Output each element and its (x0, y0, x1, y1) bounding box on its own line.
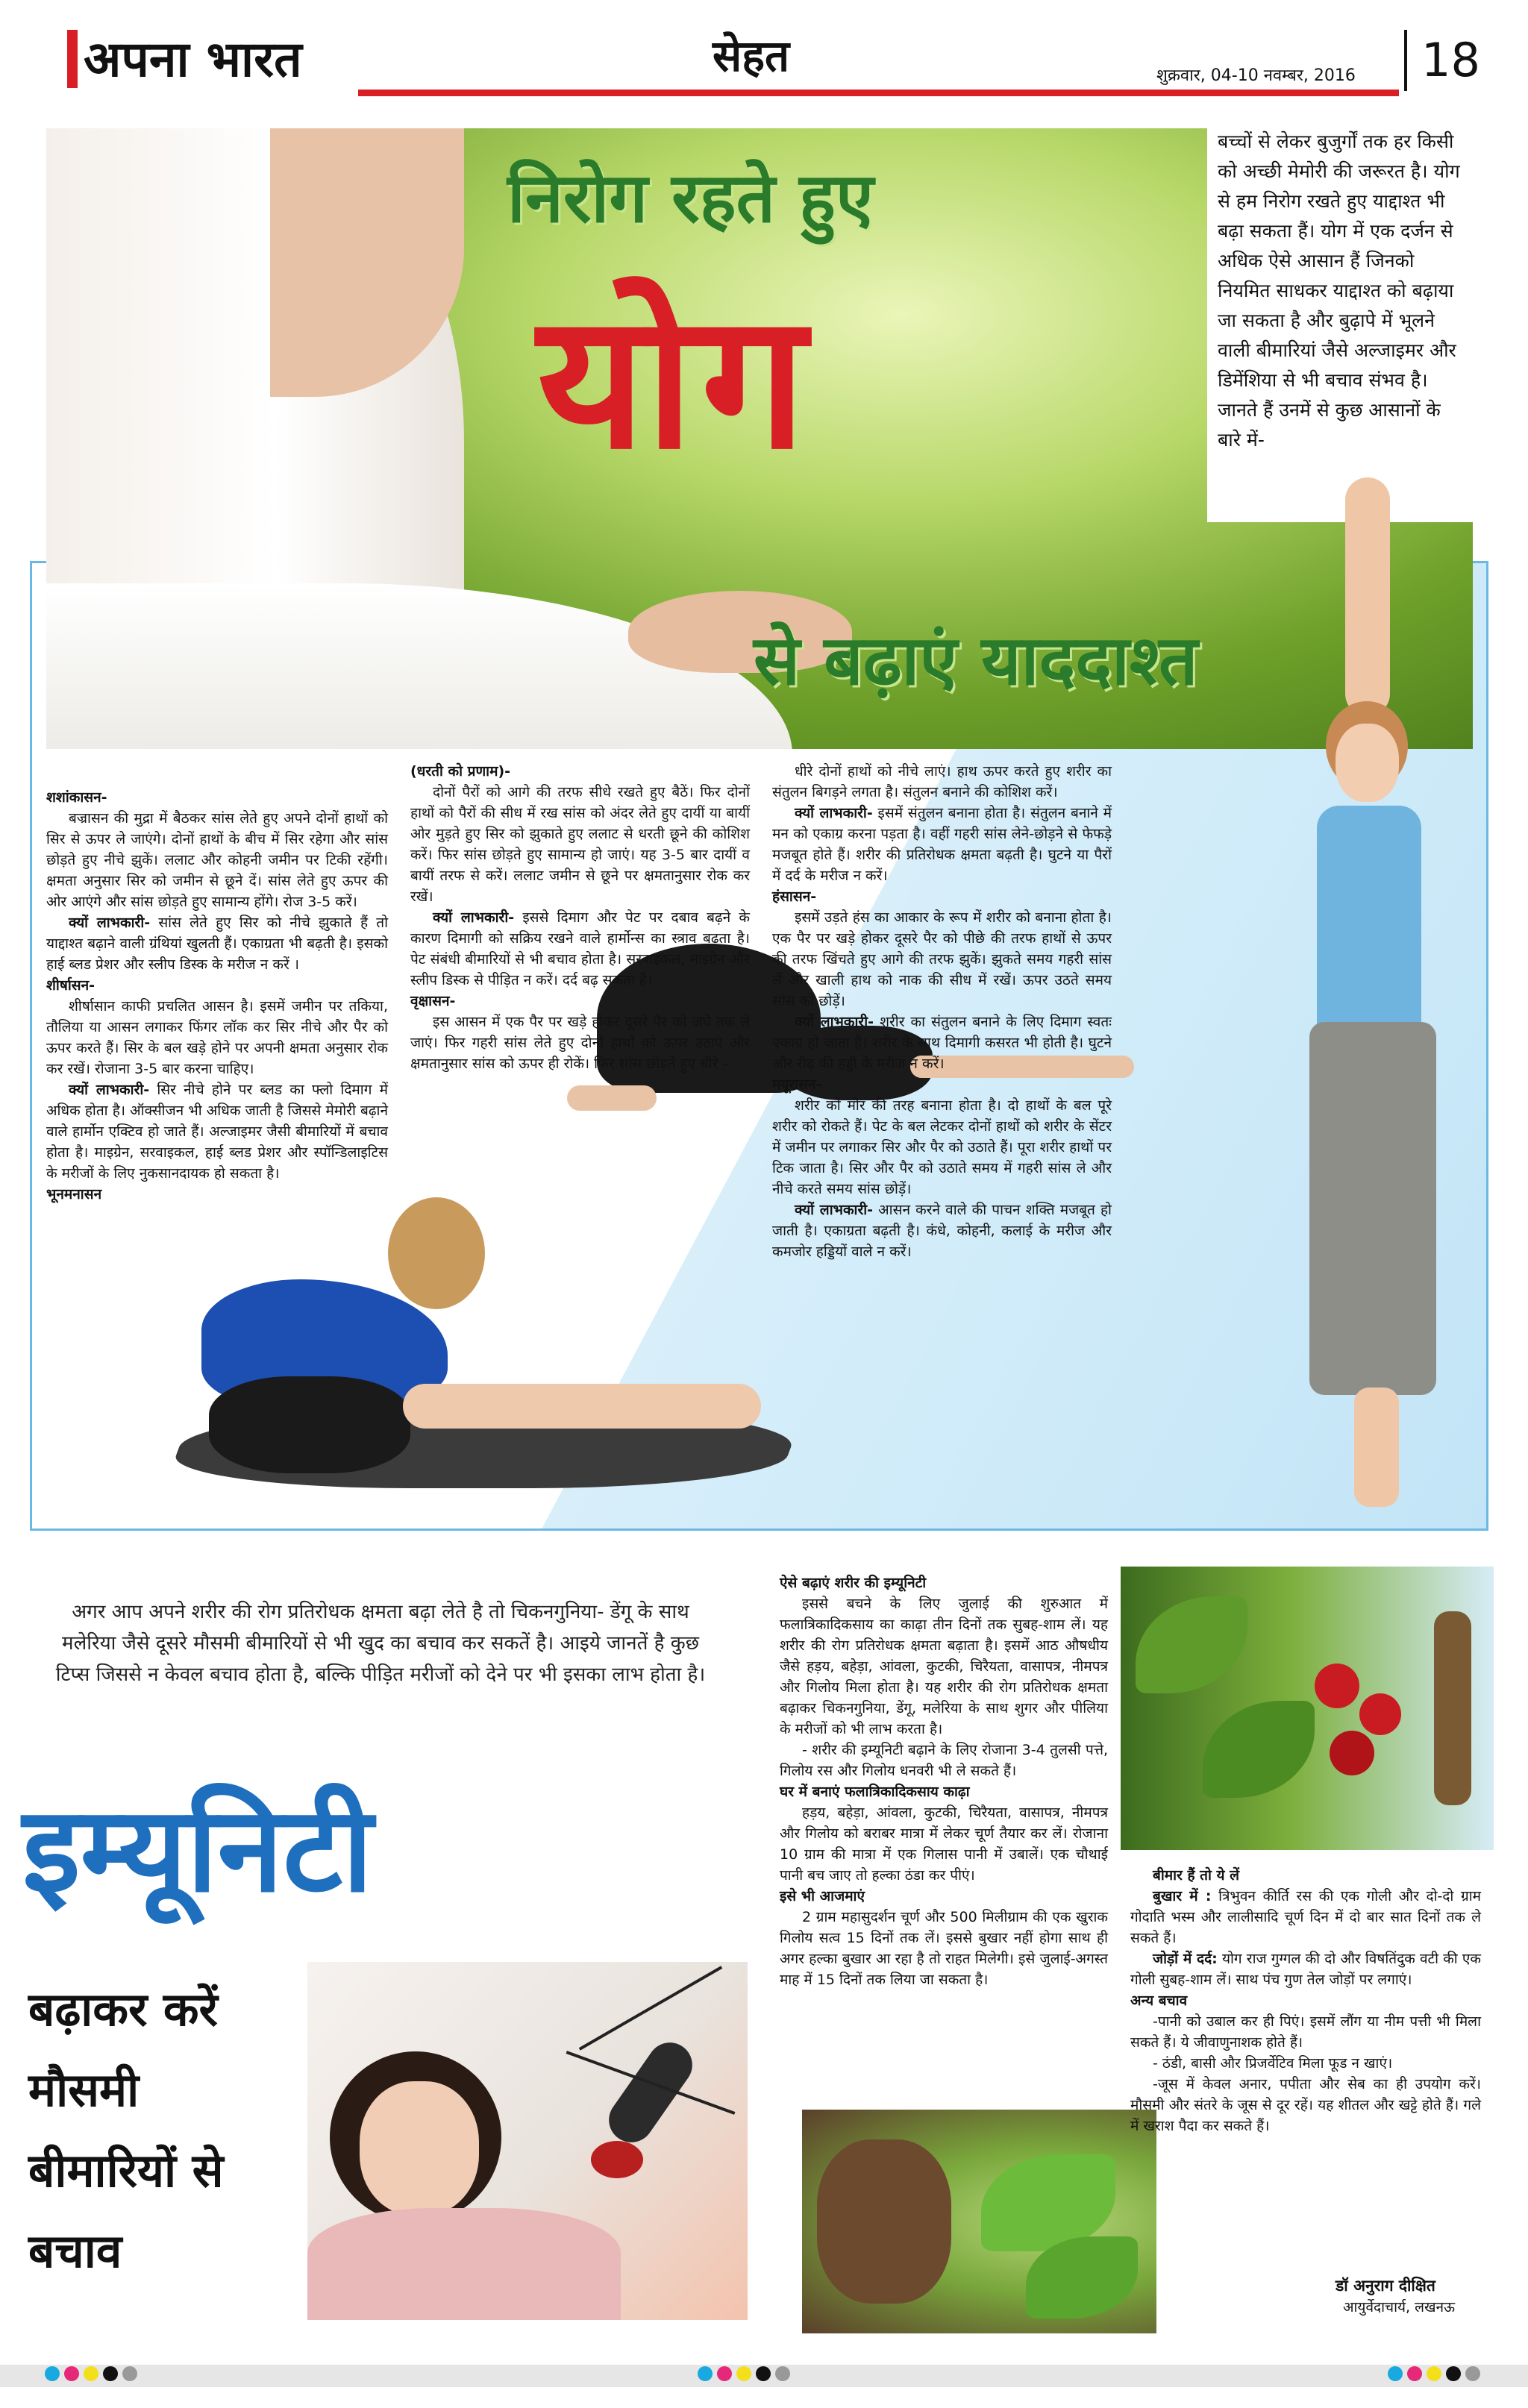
paragraph-text: इससे बचने के लिए जुलाई की शुरुआत में फलात्रिकादिकसाय का काढ़ा तीन दिनों तक सुबह-शाम लें। यह शरीर की रोग प्रतिरोधक क्षमता बढ़ाता है। इसमें आठ औषधीय जैसे हड़य, बहेड़ा, आंवला, कुटकी, चिरैयता, वासापत्र, नीमपत्र और गिलोय मिला होता है। यह शरीर की रोग प्रतिरोधक क्षमता बढ़ाकर चिकनगुनिया, डेंगू, मलेरिया के साथ शुगर और पीलिया के मरीजों को भी लाभ करता है। (780, 1596, 1108, 1737)
immunity-col-2 (1130, 1865, 1481, 2136)
paragraph-text: - शरीर की इम्यूनिटी बढ़ाने के लिए रोजाना 3-4 तुलसी पत्ते, गिलोय रस और गिलोय धनवरी भी ले सकते हैं। (780, 1742, 1108, 1779)
paragraph (772, 1200, 1112, 1262)
paragraph-text: शीर्षासान काफी प्रचलित आसन है। इसमें जमीन पर तकिया, तौलिया या आसन लगाकर फिंगर लॉक कर सिर नीचे और पैर को ऊपर करते हैं। सिर के बल खड़े होने पर अपनी क्षमता अनुसार रोक कर रखें। रोजाना 3-5 बार करना चाहिए। (46, 998, 388, 1077)
paper-name: अपना भारत (84, 30, 302, 88)
sick-woman-photo (307, 1962, 748, 2320)
tulsi-plant-photo (802, 2110, 1156, 2333)
paragraph (1130, 1948, 1481, 1990)
section-heading: (धरती को प्रणाम)- (410, 763, 511, 780)
section-heading: घर में बनाएं फलात्रिकादिकसाय काढ़ा (780, 1784, 970, 1800)
paper-logo (67, 30, 388, 88)
yoga-headline-bottom: से बढ़ाएं याददाश्त (754, 620, 1198, 700)
paragraph-label: क्यों लाभकारी- (795, 805, 873, 821)
paragraph (780, 1593, 1108, 1740)
paragraph-label: बीमार हैं तो ये लें (1153, 1867, 1240, 1884)
giloy-plant-photo (1121, 1567, 1494, 1850)
masthead-rule (358, 90, 1399, 96)
yoga-col-2 (410, 761, 750, 1074)
paragraph (46, 808, 388, 912)
section-heading: वृक्षासन- (410, 993, 456, 1009)
paragraph-text: 2 ग्राम महासुदर्शन चूर्ण और 500 मिलीग्राम की एक खुराक गिलोय सत्व 15 दिनों तक लें। इससे बुखार नहीं होगा साथ ही अगर हल्का बुखार आ रहा है तो राहत मिलेगी। इसे जुलाई-अगस्त माह में 15 दिनों तक लिया जा सकता है। (780, 1909, 1108, 1988)
immunity-headline: इम्यूनिटी (22, 1781, 373, 1919)
paragraph (46, 996, 388, 1079)
section-heading: ऐसे बढ़ाएं शरीर की इम्यूनिटी (780, 1575, 927, 1591)
paragraph-text: इस आसन में एक पैर पर खड़े होकर दूसरे पैर को जंघे तक ले जाएं। फिर गहरी सांस लेते हुए दोनों हाथों को ऊपर उठाएं और क्षमतानुसार सांस को ऊपर ही रोकें। फिर सांस छोड़ते हुए धीरे - (410, 1014, 750, 1072)
color-registration-left (45, 2366, 142, 2384)
paragraph (1130, 2011, 1481, 2053)
paragraph-text: आसन करने वाले की पाचन शक्ति मजबूत हो जाती है। एकाग्रता बढ़ती है। कंधे, कोहनी, कलाई के मरीज और कमजोर हड्डियों वाले न करें। (772, 1202, 1112, 1260)
color-registration-center (698, 2366, 795, 2384)
immunity-col-1 (780, 1573, 1108, 1990)
paragraph-text: दोनों पैरों को आगे की तरफ सीधे रखते हुए बैठें। फिर दोनों हाथों को पैरों की सीध में रख सांस को अंदर लेते हुए दायीं या बायीं ओर मुड़ते हुए सिर को झुकाते हुए ललाट से धरती छूने की कोशिश करें। फिर सांस छोड़ते हुए सामान्य हो जाएं। यह 3-5 बार दायीं व बायीं तरफ से करें। ललाट जमीन से छूने पर क्षमतानुसार रोक कर रखें। (410, 784, 750, 905)
mosquito-illustration (561, 1992, 740, 2201)
immunity-subhead-line: मौसमी (28, 2063, 140, 2117)
paragraph-text: बज्रासन की मुद्रा में बैठकर सांस लेते हुए अपने दोनों हाथों को सिर से ऊपर ले जाएंगे। दोनों हाथों के बीच में सिर रहेगा और सांस छोड़ते हुए नीचे झुकें। ललाट और कोहनी जमीन पर टिकी रहेंगी। क्षमता अनुसार सिर को जमीन से छूने दें। सांस लेते हुए ऊपर की ओर आएंगे और सांस छोड़ते हुए सामान्य होंगे। रोज 3-5 करें। (46, 810, 388, 910)
paragraph (772, 907, 1112, 1012)
paragraph-text: योग राज गुग्गल की दो और विषतिंदुक वटी की एक गोली सुबह-शाम लें। साथ पंच गुण तेल जोड़ों पर लगाएं। (1130, 1951, 1481, 1988)
byline-title: आयुर्वेदाचार्य, लखनऊ (1343, 2299, 1455, 2315)
paragraph-label: जोड़ों में दर्द: (1153, 1951, 1218, 1967)
forward-bend-figure (179, 1160, 791, 1488)
section-heading: मयूरासन- (772, 1076, 822, 1093)
immunity-subhead-line: बढ़ाकर करें (28, 1982, 218, 2037)
paragraph-text: सांस लेते हुए सिर को नीचे झुकाते हैं तो याद्दाश्त बढ़ाने वाली ग्रंथियां खुलती हैं। एकाग्रता भी बढ़ती है। इसको हाई ब्लड प्रेशर और स्लीप डिस्क के मरीज न करें । (46, 915, 388, 973)
paragraph (780, 1907, 1108, 1990)
yoga-headline-main: योग (537, 271, 814, 490)
paragraph (1130, 2074, 1481, 2136)
section-heading: शीर्षासन- (46, 977, 96, 994)
paragraph-text: - ठंडी, बासी और प्रिजर्वेटिव मिला फूड न खाएं। (1153, 2055, 1393, 2072)
section-title: सेहत (713, 31, 790, 81)
paragraph (46, 912, 388, 975)
masthead (45, 22, 1492, 104)
paragraph-text: शरीर का संतुलन बनाने के लिए दिमाग स्वतः एकाग्र हो जाता है। शरीर के साथ दिमागी कसरत भी होती है। घुटने और रीढ़ की हड्डी के मरीज न करें। (772, 1014, 1112, 1072)
paragraph (410, 907, 750, 991)
paragraph-text: हड़य, बहेड़ा, आंवला, कुटकी, चिरैयता, वासापत्र, नीमपत्र और गिलोय को बराबर मात्रा में लेकर चूर्ण तैयार कर लें। रोजाना 10 ग्राम की मात्रा में एक गिलास पानी में उबालें। एक चौथाई पानी बच जाए तो हल्का ठंडा कर पीएं। (780, 1805, 1108, 1884)
section-heading: शशांकासन- (46, 789, 107, 806)
paragraph-text: त्रिभुवन कीर्ति रस की एक गोली और दो-दो ग्राम गोदाति भस्म और लालीसादि चूर्ण दिन में दो बार सात दिनों तक ले सकते हैं। (1130, 1888, 1481, 1946)
page-number: 18 (1421, 33, 1480, 87)
immunity-intro: अगर आप अपने शरीर की रोग प्रतिरोधक क्षमता बढ़ा लेते है तो चिकनगुनिया- डेंगू के साथ मलेरिया जैसे दूसरे मौसमी बीमारियों से भी खुद का बचाव कर सकतें है। आइये जानतें है कुछ टिप्स जिससे न केवल बचाव होता है, बल्कि पीड़ित मरीजों को देने पर भी इसका लाभ होता है। (55, 1601, 706, 1686)
paragraph (1130, 1886, 1481, 1948)
paragraph (780, 1802, 1108, 1886)
paragraph-text: सिर नीचे होने पर ब्लड का फ्लो दिमाग में अधिक होता है। ऑक्सीजन भी अधिक जाती है जिससे मेमोरी बढ़ाने वाले हार्मोन एक्टिव हो जाते हैं। अल्जाइमर जैसी बीमारियों में बचाव होता है। माइग्रेन, सरवाइकल, हाई ब्लड प्रेशर और स्पॉन्डिलाइटिस के मरीजों के लिए नुकसानदायक हो सकता है। (46, 1082, 388, 1182)
paragraph (772, 1012, 1112, 1074)
paragraph (410, 1012, 750, 1074)
paragraph (410, 782, 750, 907)
paragraph (772, 803, 1112, 886)
immunity-subhead-line: बीमारियों से (28, 2143, 224, 2198)
paragraph-text: इससे दिमाग और पेट पर दबाव बढ़ने के कारण दिमागी को सक्रिय रखने वाले हार्मोन्स का स्त्राव बढ़ता है। पेट संबंधी बीमारियों से भी बचाव होता है। सरवाइकल, माइग्रेन और स्लीप डिस्क से पीड़ित न करें। दर्द बढ़ सकता है। (410, 909, 750, 988)
byline-name: डॉ अनुराग दीक्षित (1336, 2277, 1435, 2295)
paragraph (1130, 1865, 1481, 1886)
yoga-col-3 (772, 761, 1112, 1262)
section-heading: हंसासन- (772, 888, 817, 905)
immunity-subhead-line: बचाव (28, 2224, 122, 2278)
paragraph-text: धीरे दोनों हाथों को नीचे लाएं। हाथ ऊपर करते हुए शरीर का संतुलन बिगड़ने लगता है। संतुलन बनाने की कोशिश करें। (772, 763, 1112, 800)
yoga-intro: बच्चों से लेकर बुजुर्गों तक हर किसी को अच्छी मेमोरी की जरूरत है। योग से हम निरोग रखते हुए याद्दाश्त भी बढ़ा सकता हैं। योग में एक दर्जन से अधिक ऐसे आसान हैं जिनको नियमित साधकर याद्दाश्त को बढ़ाया जा सकता है और बुढ़ापे में भूलने वाली बीमारियां जैसे अल्जाइमर और डिमेंशिया से भी बचाव संभव है। जानते हैं उनमें से कुछ आसानों के बारे में- (1218, 131, 1460, 451)
paragraph (772, 761, 1112, 803)
paragraph-label: क्यों लाभकारी- (69, 915, 151, 931)
yoga-intro-box (1207, 119, 1476, 522)
paragraph-label: क्यों लाभकारी- (433, 909, 515, 926)
paragraph-label: बुखार में : (1153, 1888, 1212, 1904)
yoga-headline-top: निरोग रहते हुए (507, 157, 874, 238)
paragraph-text: -जूस में केवल अनार, पपीता और सेब का ही उपयोग करें। मौसमी और संतरे के जूस से दूर रहें। यह शीतल और खट्टे होते हैं। गले में खराश पैदा कर सकते हैं। (1130, 2076, 1481, 2134)
yoga-col-1 (46, 787, 388, 1205)
paragraph (46, 1079, 388, 1184)
section-heading: अन्य बचाव (1130, 1992, 1188, 2009)
paragraph-text: शरीर को मोर की तरह बनाना होता है। दो हाथों के बल पूरे शरीर को रोकते हैं। पेट के बल लेटकर दोनों हाथों को शरीर के सेंटर में जमीन पर लगाकर सिर और पैर को उठाते हैं। पूरा शरीर हाथों पर टिक जाता है। सिर और पैर को उठाते समय में गहरी सांस ले और नीचे करते समय सांस छोड़ें। (772, 1097, 1112, 1197)
color-registration-right (1388, 2366, 1485, 2384)
section-heading: इसे भी आजमाएं (780, 1888, 865, 1904)
immunity-subhead (28, 1969, 297, 2292)
paragraph-label: क्यों लाभकारी- (69, 1082, 150, 1098)
tree-pose-figure (1265, 477, 1488, 1522)
paragraph (780, 1740, 1108, 1781)
paragraph-text: -पानी को उबाल कर ही पिएं। इसमें लौंग या नीम पत्ती भी मिला सकते हैं। ये जीवाणुनाशक होते हैं। (1130, 2013, 1481, 2051)
paragraph-text: इसमें उड़ते हंस का आकार के रूप में शरीर को बनाना होता है। एक पैर पर खड़े होकर दूसरे पैर को पीछे की तरफ हाथों से ऊपर की तरफ खिंचते हुए आगे की तरफ झुकें। झुकते समय गहरी सांस लें और खाली हाथ को नाक की सीध में रखें। ऊपर उठते समय सांस को छोड़ें। (772, 909, 1112, 1009)
issue-date: शुक्रवार, 04-10 नवम्बर, 2016 (1156, 66, 1356, 85)
section-heading: भूनमनासन (46, 1186, 102, 1203)
paragraph (1130, 2053, 1481, 2074)
paragraph-label: क्यों लाभकारी- (795, 1014, 874, 1030)
paragraph-label: क्यों लाभकारी- (795, 1202, 874, 1218)
paragraph-text: इसमें संतुलन बनाना होता है। संतुलन बनाने में मन को एकाग्र करना पड़ता है। वहीं गहरी सांस लेने-छोड़ने से फेफड़े मजबूत होते हैं। शरीर की प्रतिरोधक क्षमता बढ़ती है। घुटने या पैरों में दर्द के मरीज न करें। (772, 805, 1112, 884)
paragraph (772, 1095, 1112, 1200)
